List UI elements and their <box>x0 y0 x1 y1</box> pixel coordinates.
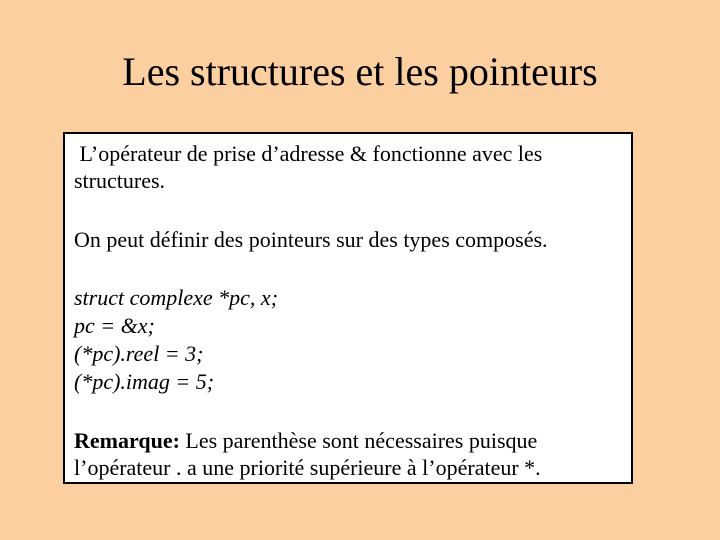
code-line-1: struct complexe *pc, x; <box>74 285 279 310</box>
code-line-3: (*pc).reel = 3; <box>74 341 204 366</box>
paragraph-1-line-2: structures. <box>74 168 166 193</box>
code-line-2: pc = &x; <box>74 313 155 338</box>
code-line-4: (*pc).imag = 5; <box>74 369 215 394</box>
content-box <box>63 132 633 484</box>
slide-title: Les structures et les pointeurs <box>122 49 598 94</box>
remark-label: Remarque: <box>74 428 180 453</box>
paragraph-1-line-1: L’opérateur de prise d’adresse & fonctionne avec les <box>74 141 543 166</box>
paragraph-2: On peut définir des pointeurs sur des types composés. <box>74 227 548 252</box>
remark-text-1: Les parenthèse sont nécessaires puisque <box>179 428 538 453</box>
remark-line-2: l’opérateur . a une priorité supérieure à l’opérateur *. <box>74 455 541 480</box>
remark-line-1 <box>74 427 537 454</box>
